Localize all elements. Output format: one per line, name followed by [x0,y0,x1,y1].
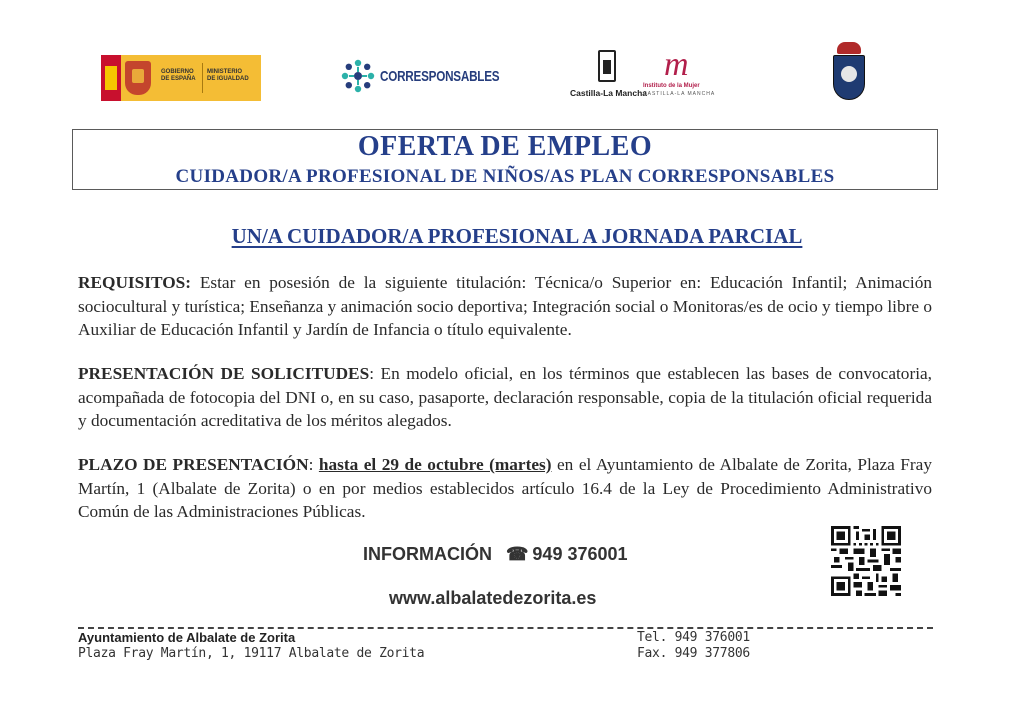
page-subtitle: CUIDADOR/A PROFESIONAL DE NIÑOS/AS PLAN CORRESPONSABLES [175,166,835,187]
spain-coat-of-arms-icon [125,61,151,95]
requisitos-label: REQUISITOS: [78,273,192,292]
info-label: INFORMACIÓN [363,544,492,564]
footer-fax: Fax. 949 377806 [637,646,750,661]
corresponsables-label: CORRESPONSABLES [380,67,500,85]
plazo-text: en el Ayuntamiento de Albalate de Zorita, Plaza Fray Martín, 1 (Albalate de Zorita) o en por medios establecidos artículo 16.4 de la Ley de Procedimiento Administrativo Común de las Administraciones Públicas. [78,455,932,521]
requisitos-paragraph [78,271,932,342]
footer-divider [78,627,933,629]
footer-org: Ayuntamiento de Albalate de Zorita [78,630,296,645]
qr-code-icon[interactable] [831,526,901,596]
solicitudes-label: PRESENTACIÓN DE SOLICITUDES [78,364,370,383]
gobierno-line2: DE ESPAÑA [161,76,196,82]
plazo-colon: : [308,455,319,474]
solicitudes-paragraph [78,362,932,433]
website-link[interactable]: www.albalatedezorita.es [389,588,597,608]
ministerio-line2: DE IGUALDAD [207,76,249,82]
requisitos-text: Estar en posesión de la siguiente titulación: Técnica/o Superior en: Educación Infantil; Animación sociocultural y turística; Enseñanza y animación socio deportiva; Integración social o Monitoras/es de ocio y tiempo libre o Auxiliar de Educación Infantil y Jardín de Infancia o título equivalente. [78,273,932,339]
castilla-label: Castilla-La Mancha [570,88,647,98]
instituto-mujer-icon: m [664,46,689,83]
instituto-label: Instituto de la Mujer [643,83,700,89]
castilla-la-mancha-logo [570,48,730,108]
castle-icon [598,50,616,82]
corresponsables-logo [340,58,533,94]
corresponsables-icon [340,58,376,94]
footer-tel: Tel. 949 376001 [637,630,750,645]
logo-bar [0,40,1024,110]
solicitudes-text: : En modelo oficial, en los términos que establecen las bases de convocatoria, acompañada de fotocopia del DNI o, en su caso, pasaporte, declaración responsable, copia de la titulación oficial requerida y documentación acreditativa de los méritos alegados. [78,364,932,430]
position-title: UN/A CUIDADOR/A PROFESIONAL A JORNADA PARCIAL [231,224,803,248]
info-phone: 949 376001 [532,544,628,564]
info-line [363,544,628,565]
ministerio-line1: MINISTERIO [207,69,243,75]
town-crest-icon [831,42,867,102]
spain-flag-icon [101,55,121,101]
header-box [72,129,938,190]
plazo-paragraph [78,453,932,524]
gobierno-line1: GOBIERNO [161,69,194,75]
crest-shield-icon [833,55,865,100]
gobierno-ministerio-logo [101,55,261,101]
plazo-label: PLAZO DE PRESENTACIÓN [78,455,309,474]
instituto-sub-label: CASTILLA-LA MANCHA [643,91,716,97]
footer-address: Plaza Fray Martín, 1, 19117 Albalate de Zorita [78,646,425,661]
page-title: OFERTA DE EMPLEO [357,131,653,162]
phone-icon: ☎ [506,544,529,564]
crown-icon [837,42,861,54]
plazo-deadline: hasta el 29 de octubre (martes) [318,455,552,474]
